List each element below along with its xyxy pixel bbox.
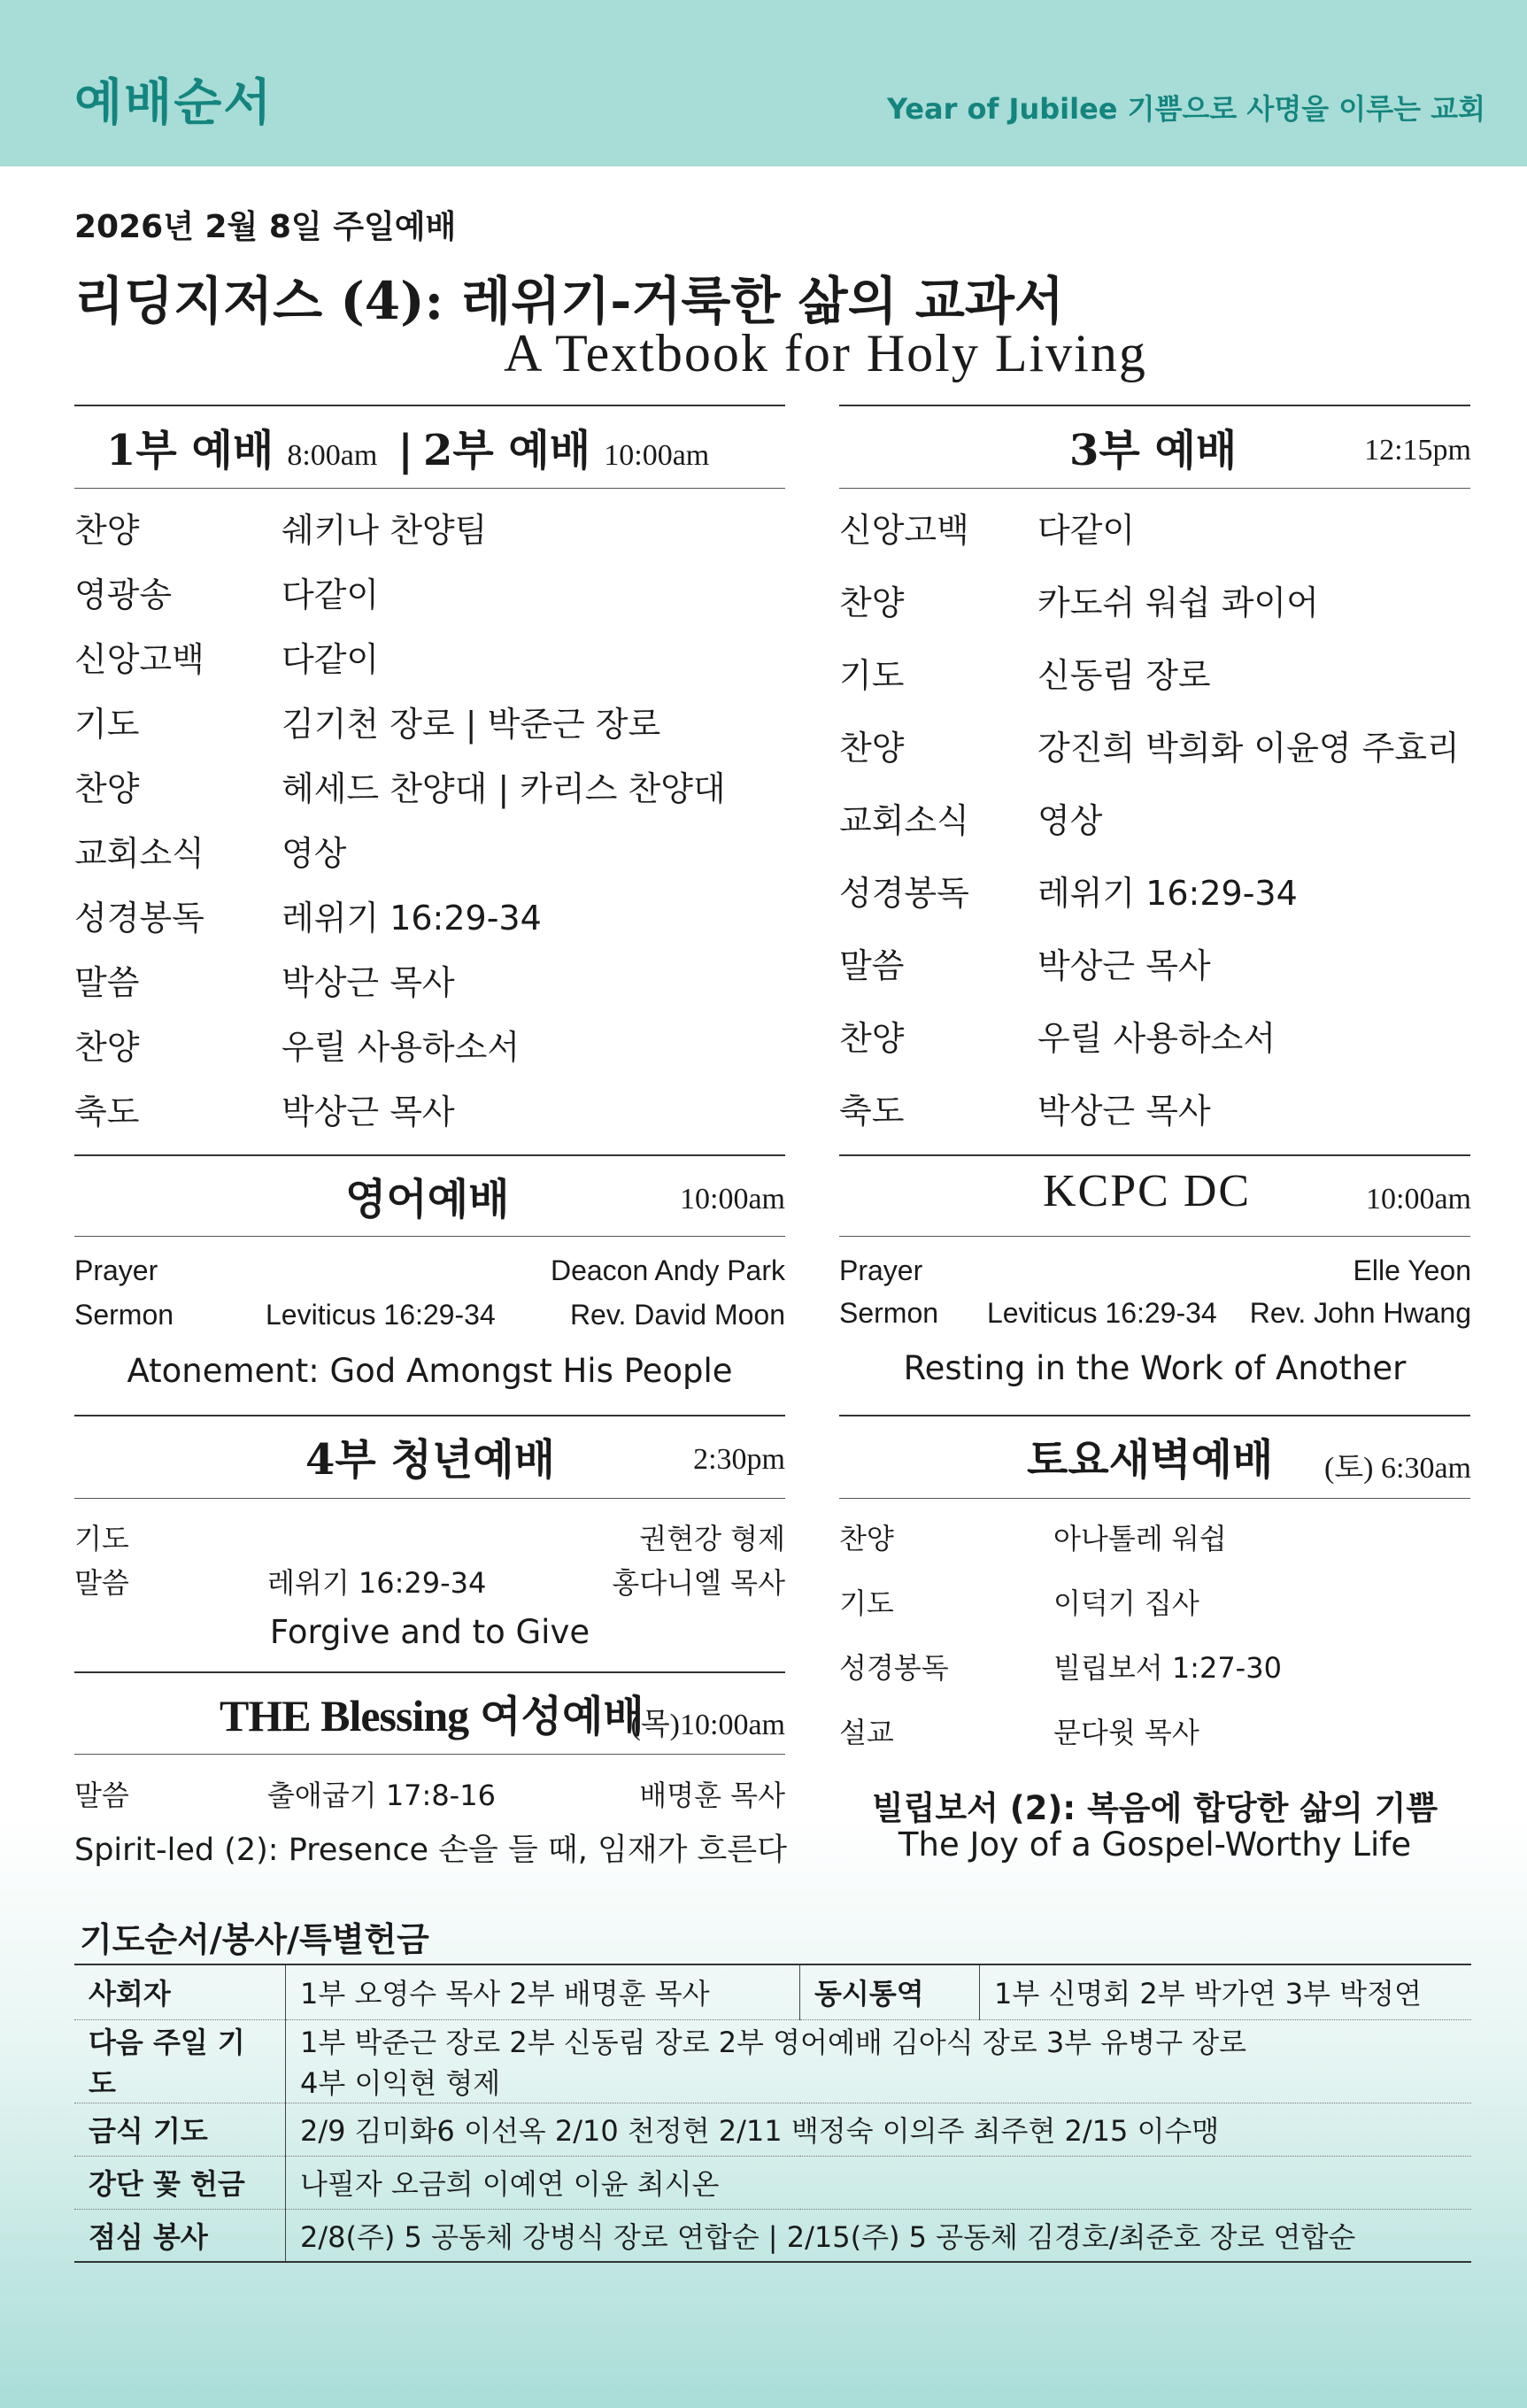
sermon-label: 말씀	[74, 1566, 129, 1600]
order-label: 찬양	[839, 583, 905, 622]
table-value: 2/8(주) 5 공동체 강병식 장로 연합순 | 2/15(주) 5 공동체 김경호/최준호 장로 연합순	[300, 2219, 1356, 2254]
divider	[74, 1415, 785, 1416]
order-label: 찬양	[74, 511, 140, 550]
divider	[74, 1671, 785, 1673]
service-1-title: 1부 예배	[106, 426, 274, 475]
english-service-time: 10:00am	[680, 1183, 785, 1216]
sermon-passage: Leviticus 16:29-34	[266, 1299, 496, 1331]
order-label: 성경봉독	[74, 899, 204, 938]
prayer-label: Prayer	[839, 1254, 923, 1286]
prayer-name: Deacon Andy Park	[550, 1254, 785, 1286]
order-value: 아나톨레 워쉽	[1053, 1522, 1227, 1555]
sermon-preacher: Rev. John Hwang	[1249, 1297, 1471, 1329]
order-label: 축도	[839, 1092, 905, 1131]
order-value: 강진희 박희화 이윤영 주효리	[1037, 729, 1460, 768]
order-value: 영상	[281, 834, 347, 873]
prayer-section-title: 기도순서/봉사/특별헌금	[80, 1920, 429, 1959]
service-3-time: 12:15pm	[1364, 434, 1471, 467]
sermon-preacher: Rev. David Moon	[569, 1299, 785, 1331]
divider	[839, 488, 1470, 489]
youth-service-time: 2:30pm	[693, 1443, 785, 1476]
order-label: 교회소식	[839, 801, 969, 840]
prayer-name: Elle Yeon	[1353, 1254, 1471, 1286]
youth-sermon-subtitle: Forgive and to Give	[269, 1613, 590, 1651]
order-value: 영상	[1037, 801, 1103, 840]
divider	[839, 1498, 1470, 1499]
order-label: 신앙고백	[74, 640, 204, 679]
table-row	[74, 2103, 1471, 2156]
order-label: 찬양	[839, 729, 905, 768]
table-value-line: 1부 박준근 장로 2부 신동림 장로 2부 영어예배 김아식 장로 3부 유병구 장로	[300, 2026, 1247, 2059]
prayer-label: 기도	[74, 1522, 129, 1555]
women-service-title-kr: 여성예배	[480, 1692, 644, 1741]
divider	[839, 1415, 1470, 1416]
order-label: 찬양	[74, 1028, 140, 1067]
order-value: 우릴 사용하소서	[281, 1028, 521, 1067]
order-label: 신앙고백	[839, 511, 969, 550]
service-2-time: 10:00am	[604, 439, 710, 472]
order-label: 기도	[74, 705, 140, 744]
women-service-title-en: THE Blessing	[220, 1691, 469, 1740]
divider	[74, 1498, 785, 1499]
header-band	[0, 0, 1527, 166]
divider	[74, 488, 785, 489]
order-value: 빌립보서 1:27-30	[1053, 1651, 1282, 1685]
service-1-2-header	[106, 416, 709, 477]
order-label: 말씀	[74, 963, 140, 1002]
divider	[839, 1236, 1470, 1237]
sermon-title-korean: 리딩지저스 (4): 레위기-거룩한 삶의 교과서	[74, 271, 1064, 331]
order-value: 쉐키나 찬양팀	[281, 511, 488, 550]
english-sermon-subtitle: Atonement: God Amongst His People	[127, 1352, 733, 1390]
table-value	[286, 2019, 1472, 2103]
women-service-time: (목)10:00am	[630, 1709, 785, 1741]
sermon-label: Sermon	[839, 1297, 939, 1329]
sermon-preacher: 배명훈 목사	[639, 1779, 785, 1812]
order-label: 찬양	[74, 769, 140, 808]
order-value: 다같이	[281, 640, 380, 679]
service-1-time: 8:00am	[287, 439, 378, 472]
order-value: 이덕기 집사	[1053, 1586, 1199, 1620]
saturday-sermon-title-en: The Joy of a Gospel-Worthy Life	[898, 1825, 1412, 1864]
prayer-label: Prayer	[74, 1254, 158, 1286]
header-divider: |	[397, 426, 413, 475]
sermon-title-english: A Textbook for Holy Living	[504, 324, 1147, 382]
sermon-preacher: 홍다니엘 목사	[612, 1566, 785, 1600]
order-value: 신동림 장로	[1037, 656, 1211, 695]
sermon-passage: 레위기 16:29-34	[267, 1566, 487, 1600]
women-sermon-subtitle: Spirit-led (2): Presence 손을 들 때, 임재가 흐른다	[74, 1833, 787, 1868]
table-label: 동시통역	[800, 1964, 980, 2019]
sermon-passage: Leviticus 16:29-34	[987, 1297, 1217, 1329]
table-value: 2/9 김미화6 이선옥 2/10 천정현 2/11 백정숙 이의주 최주현 2/15 이수맹	[300, 2114, 1220, 2148]
service-3-title: 3부 예배	[1069, 426, 1238, 475]
order-label: 성경봉독	[839, 1651, 949, 1685]
page-title: 예배순서	[74, 74, 274, 132]
order-label: 말씀	[839, 946, 905, 985]
order-value: 헤세드 찬양대 | 카리스 찬양대	[281, 769, 726, 808]
sermon-label: Sermon	[74, 1299, 174, 1331]
table-label: 금식 기도	[74, 2103, 286, 2156]
order-value: 박상근 목사	[1037, 1092, 1211, 1131]
divider	[839, 1154, 1470, 1156]
sermon-passage: 출애굽기 17:8-16	[267, 1779, 496, 1812]
order-value: 박상근 목사	[281, 1092, 455, 1131]
order-value: 박상근 목사	[281, 963, 455, 1002]
service-date: 2026년 2월 8일 주일예배	[74, 209, 457, 245]
divider	[74, 405, 785, 406]
divider	[839, 405, 1470, 406]
table-row	[74, 2209, 1471, 2262]
table-value: 1부 오영수 목사 2부 배명훈 목사	[300, 1977, 710, 2011]
table-value: 나필자 오금희 이예연 이윤 최시온	[300, 2167, 720, 2201]
order-label: 축도	[74, 1092, 140, 1131]
order-label: 기도	[839, 656, 905, 695]
kcpc-service-time: 10:00am	[1366, 1183, 1471, 1216]
order-label: 교회소식	[74, 834, 204, 873]
table-label: 다음 주일 기도	[74, 2019, 286, 2103]
order-value: 다같이	[1037, 511, 1136, 550]
table-label: 점심 봉사	[74, 2209, 286, 2262]
order-value: 우릴 사용하소서	[1037, 1019, 1276, 1058]
youth-service-title: 4부 청년예배	[305, 1435, 555, 1485]
order-value: 박상근 목사	[1037, 946, 1211, 985]
women-service-header	[220, 1682, 644, 1743]
order-value: 김기천 장로 | 박준근 장로	[281, 705, 661, 744]
table-row	[74, 2019, 1471, 2103]
order-label: 기도	[839, 1586, 894, 1620]
prayer-schedule-table	[74, 1964, 1471, 2263]
order-value: 카도쉬 워쉽 콰이어	[1037, 583, 1319, 622]
prayer-name: 권현강 형제	[639, 1522, 785, 1555]
divider	[74, 1754, 785, 1755]
order-label: 영광송	[74, 575, 173, 614]
divider	[74, 1154, 785, 1156]
order-value: 문다윗 목사	[1053, 1716, 1199, 1749]
table-value: 1부 신명회 2부 박가연 3부 박정연	[994, 1977, 1422, 2011]
order-label: 성경봉독	[839, 874, 969, 913]
table-label: 사회자	[74, 1964, 286, 2019]
english-service-title: 영어예배	[345, 1175, 510, 1224]
church-tagline: Year of Jubilee 기쁨으로 사명을 이루는 교회	[887, 92, 1485, 126]
order-value: 레위기 16:29-34	[1037, 874, 1298, 913]
table-value-line: 4부 이익현 형제	[300, 2066, 501, 2100]
order-label: 찬양	[839, 1522, 894, 1555]
order-value: 다같이	[281, 575, 380, 614]
service-2-title: 2부 예배	[422, 426, 591, 475]
saturday-service-time: (토) 6:30am	[1324, 1452, 1471, 1485]
order-label: 설교	[839, 1716, 894, 1749]
saturday-service-title: 토요새벽예배	[1027, 1435, 1274, 1485]
table-row	[74, 1964, 1471, 2019]
saturday-sermon-title-kr: 빌립보서 (2): 복음에 합당한 삶의 기쁨	[871, 1789, 1438, 1827]
table-row	[74, 2156, 1471, 2209]
table-label: 강단 꽃 헌금	[74, 2156, 286, 2209]
sermon-label: 말씀	[74, 1779, 129, 1812]
order-label: 찬양	[839, 1019, 905, 1058]
kcpc-service-title: KCPC DC	[1043, 1166, 1252, 1216]
kcpc-sermon-subtitle: Resting in the Work of Another	[903, 1349, 1407, 1387]
order-value: 레위기 16:29-34	[281, 899, 542, 938]
divider	[74, 1236, 785, 1237]
